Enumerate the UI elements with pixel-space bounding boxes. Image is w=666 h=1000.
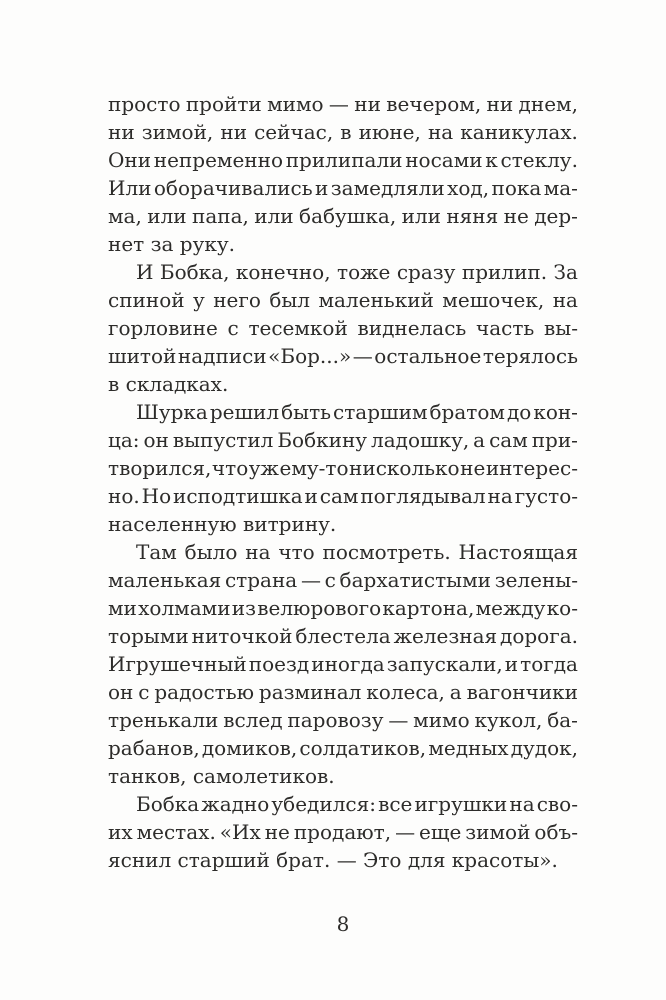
text-line: Шурка решил быть старшим братом до кон-: [136, 400, 578, 424]
text-line: ми холмами из велюрового картона, между ко-: [108, 596, 578, 620]
paragraph: [108, 90, 578, 258]
text-line: торыми ниточкой блестела железная дорога.: [108, 624, 578, 648]
page-number: 8: [336, 912, 350, 936]
text-line: Бобка жадно убедился: все игрушки на сво-: [136, 792, 578, 816]
text-line: просто пройти мимо — ни вечером, ни днем,: [108, 92, 578, 116]
text-line: ца: он выпустил Бобкину ладошку, а сам при-: [108, 428, 578, 452]
text-line: нет за руку.: [108, 232, 235, 256]
text-line: танков, самолетиков.: [108, 764, 335, 788]
text-line: шитой надписи «Бор...» — остальное терялось: [108, 344, 578, 368]
text-line: Или оборачивались и замедляли ход, пока ма-: [108, 176, 578, 200]
text-line: населенную витрину.: [108, 512, 337, 536]
text-line: в складках.: [108, 372, 229, 396]
text-line: И Бобка, конечно, тоже сразу прилип. За: [136, 260, 578, 284]
text-line: горловине с тесемкой виднелась часть вы-: [108, 316, 578, 340]
text-line: но. Но исподтишка и сам поглядывал на густо-: [108, 484, 578, 508]
text-line: тренькали вслед паровозу — мимо кукол, ба-: [108, 708, 578, 732]
text-line: Там было на что посмотреть. Настоящая: [136, 540, 578, 564]
paragraph: [108, 538, 578, 790]
text-line: спиной у него был маленький мешочек, на: [108, 288, 578, 312]
text-line: творился, что уж ему-то нисколько не интерес-: [108, 456, 578, 480]
text-line: ни зимой, ни сейчас, в июне, на каникулах.: [108, 120, 578, 144]
text-line: он с радостью разминал колеса, а вагончики: [108, 680, 578, 704]
paragraph: [108, 258, 578, 398]
text-line: Игрушечный поезд иногда запускали, и тогда: [108, 652, 578, 676]
text-line: яснил старший брат. — Это для красоты».: [108, 848, 558, 872]
text-line: рабанов, домиков, солдатиков, медных дудок,: [108, 736, 578, 760]
page-text: [108, 90, 578, 874]
paragraph: [108, 790, 578, 874]
text-line: маленькая страна — с бархатистыми зелены-: [108, 568, 578, 592]
text-line: их местах. «Их не продают, — еще зимой объ-: [108, 820, 578, 844]
text-line: Они непременно прилипали носами к стеклу.: [108, 148, 578, 172]
paragraph: [108, 398, 578, 538]
text-line: ма, или папа, или бабушка, или няня не дер-: [108, 204, 578, 228]
